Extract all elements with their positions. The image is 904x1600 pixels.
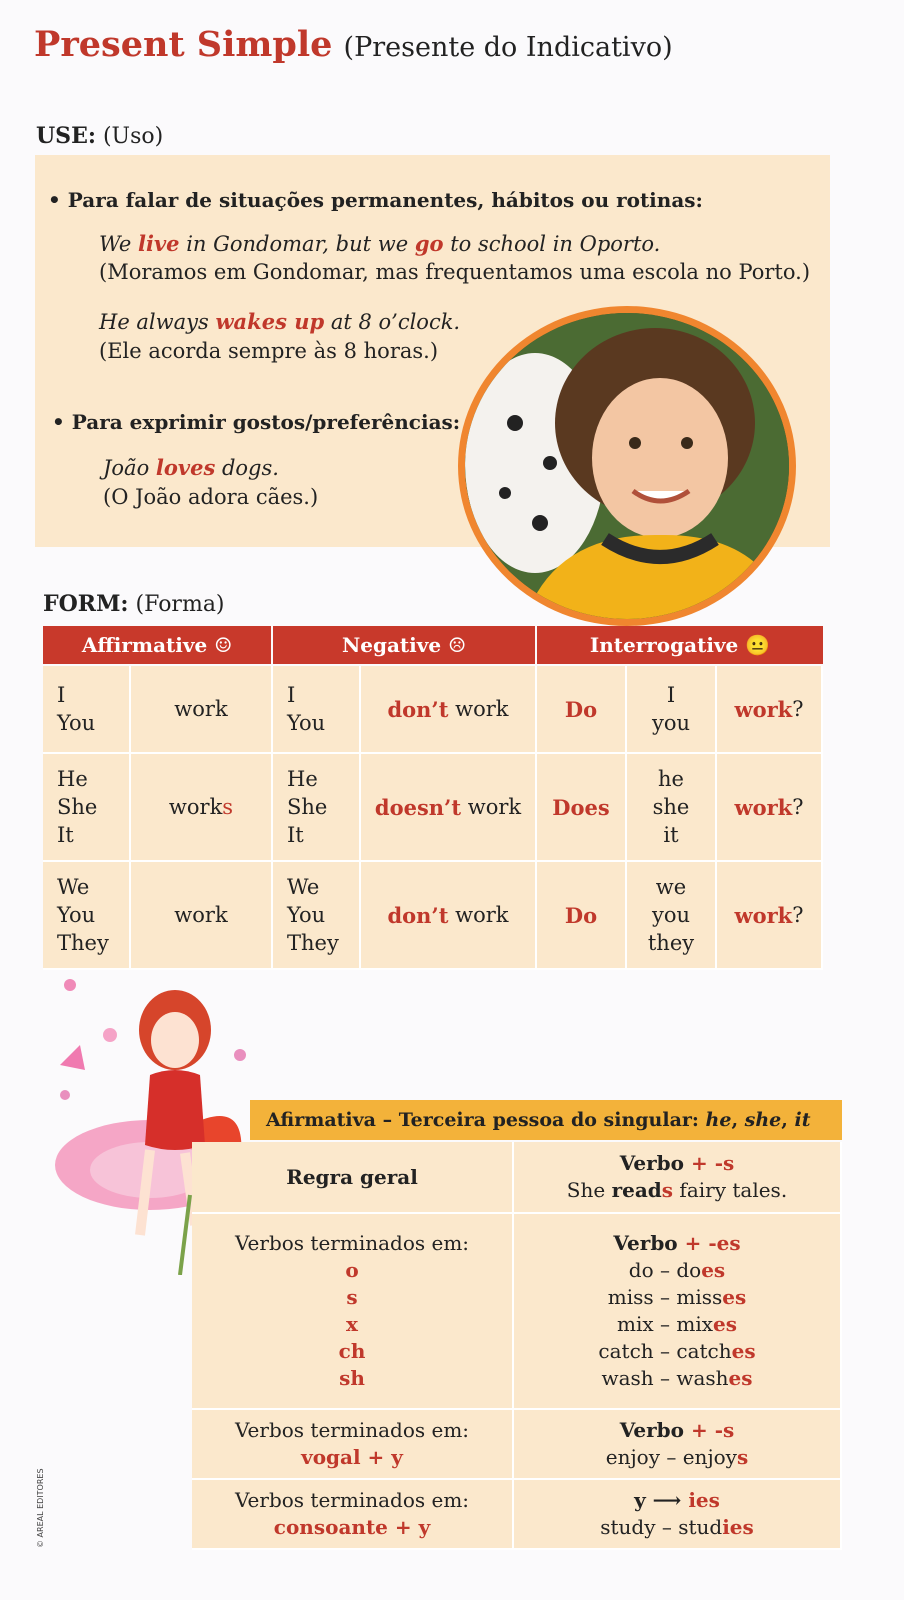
- rule-3-label: Verbos terminados em:: [234, 1418, 470, 1442]
- rule-4-label: Verbos terminados em:: [234, 1488, 470, 1512]
- ex3-verb: loves: [155, 455, 216, 480]
- table-row-3-neg-subjects: [273, 862, 361, 970]
- table-row-2-neg-subjects: [273, 754, 361, 862]
- subject: She: [287, 795, 328, 819]
- subject: It: [287, 823, 304, 847]
- pronoun-she: she: [744, 1109, 782, 1131]
- ending: consoante + y: [273, 1515, 431, 1539]
- table-row-1-subjects: [43, 666, 131, 754]
- rule-4-formula: [634, 1487, 720, 1514]
- boy-with-dog-photo: [458, 306, 796, 626]
- example-2: [99, 309, 460, 334]
- example-suffix: s: [736, 1445, 749, 1469]
- q-subject: she: [652, 795, 690, 819]
- ex2-verb: wakes up: [215, 309, 325, 334]
- example-text: She: [566, 1178, 612, 1202]
- example-text: enjoy – enjoy: [605, 1445, 737, 1469]
- aff-verb: work: [174, 697, 228, 721]
- header-affirmative-label: Affirmative: [81, 633, 208, 657]
- third-person-rules-table: [192, 1100, 842, 1570]
- example-3: [103, 455, 279, 480]
- rule-suffix: ies: [688, 1488, 720, 1512]
- aff-verb: work: [168, 795, 223, 819]
- example-suffix: es: [713, 1312, 737, 1336]
- page-title: [34, 24, 673, 65]
- ex3-part-b: dogs.: [215, 456, 279, 480]
- example-3-translation: (O João adora cães.): [103, 485, 319, 509]
- subject: We: [287, 875, 320, 899]
- smiley-happy-icon: ☺: [214, 633, 233, 657]
- ending: x: [346, 1312, 358, 1336]
- aff-suffix: s: [222, 795, 234, 819]
- q-mark: ?: [792, 795, 804, 819]
- table-row-2-subjects: [43, 754, 131, 862]
- form-key: FORM:: [43, 591, 129, 617]
- rule-suffix: + -es: [684, 1231, 741, 1255]
- ex3-part-a: João: [103, 456, 156, 480]
- ex2-part-b: at 8 o’clock.: [324, 310, 461, 334]
- present-simple-form-table: [43, 626, 843, 988]
- q-subject: you: [651, 903, 691, 927]
- rule-2-left: [192, 1214, 514, 1410]
- header-negative: [273, 626, 535, 664]
- example-suffix: es: [731, 1339, 756, 1363]
- ex1-part-a: We: [99, 232, 138, 256]
- rule-text: Verbo: [619, 1151, 691, 1175]
- ex2-part-a: He always: [99, 310, 216, 334]
- title-sub: (Presente do Indicativo): [343, 32, 673, 63]
- ending: vogal + y: [301, 1445, 403, 1469]
- ending: sh: [339, 1366, 365, 1390]
- header-affirmative: [43, 626, 271, 664]
- q-subject: it: [663, 823, 679, 847]
- table-row-3-q-aux: Do: [537, 862, 627, 970]
- aff-verb: work: [174, 903, 228, 927]
- rule-suffix: + -s: [690, 1151, 735, 1175]
- neg-aux: don’t: [387, 696, 449, 722]
- rule-text: Verbo: [619, 1418, 691, 1442]
- use-bullet-1: • Para falar de situações permanentes, hábitos ou rotinas:: [48, 188, 703, 212]
- ex1-verb-1: live: [137, 231, 180, 256]
- example: [598, 1338, 755, 1365]
- subject: You: [287, 711, 326, 735]
- table-row-1-q-aux: Do: [537, 666, 627, 754]
- table-row-1-neg-subjects: [273, 666, 361, 754]
- example-suffix: ies: [722, 1515, 754, 1539]
- example-verb: read: [611, 1178, 662, 1202]
- rule-text: y ⟶: [634, 1488, 689, 1512]
- table-row-3-aff-verb: [131, 862, 273, 970]
- example-text: mix – mix: [617, 1312, 713, 1336]
- q-verb: work: [734, 696, 793, 722]
- use-key: USE:: [36, 123, 96, 149]
- smiley-sad-icon: ☹: [448, 633, 467, 657]
- subject: We: [57, 875, 90, 899]
- subject: I: [57, 683, 66, 707]
- subject: They: [57, 931, 109, 955]
- ex1-part-b: in Gondomar, but we: [179, 232, 415, 256]
- pronoun-it: it: [794, 1109, 811, 1131]
- q-mark: ?: [792, 903, 804, 927]
- table-row-1-aff-verb: [131, 666, 273, 754]
- separator: ,: [781, 1109, 795, 1131]
- q-subject: we: [655, 875, 687, 899]
- q-subject: you: [651, 711, 691, 735]
- table-row-2-q-aux: Does: [537, 754, 627, 862]
- use-label: [36, 123, 163, 149]
- header-interrogative-label: Interrogative: [589, 633, 739, 657]
- table-row-3-q-subjects: [627, 862, 717, 970]
- example: [601, 1365, 752, 1392]
- subject: I: [287, 683, 296, 707]
- ex1-verb-2: go: [414, 231, 444, 256]
- example-text: study – stud: [600, 1515, 723, 1539]
- rule-4-right: [514, 1480, 842, 1550]
- example-2-translation: (Ele acorda sempre às 8 horas.): [99, 339, 439, 363]
- header-interrogative: [537, 626, 823, 664]
- ending: ch: [338, 1339, 366, 1363]
- ending: s: [346, 1285, 358, 1309]
- subject: He: [287, 767, 318, 791]
- neg-aux: don’t: [387, 902, 449, 928]
- rule-text: Verbo: [613, 1231, 685, 1255]
- example: [606, 1444, 749, 1471]
- bullet-1-text: Para falar de situações permanentes, hábitos ou rotinas:: [67, 188, 703, 212]
- example-suffix: es: [728, 1366, 753, 1390]
- q-verb: work: [734, 794, 793, 820]
- neg-aux: doesn’t: [374, 794, 462, 820]
- table-row-3-subjects: [43, 862, 131, 970]
- example-text: fairy tales.: [673, 1178, 788, 1202]
- table-row-1-q-subjects: [627, 666, 717, 754]
- rule-4-left: [192, 1480, 514, 1550]
- q-verb: work: [734, 902, 793, 928]
- example-suffix: s: [661, 1178, 674, 1202]
- rule-2-right: [514, 1214, 842, 1410]
- example-text: do – do: [628, 1258, 702, 1282]
- table-row-1-neg-verb: [361, 666, 537, 754]
- ending: o: [345, 1258, 359, 1282]
- rule-1-right: [514, 1142, 842, 1214]
- table-row-1-q-verb: [717, 666, 823, 754]
- rule-3-right: [514, 1410, 842, 1480]
- subject: You: [287, 903, 326, 927]
- publisher-credit: © AREAL EDITORES: [36, 1468, 45, 1548]
- example-1: [99, 231, 660, 256]
- rule-2-label: Verbos terminados em:: [234, 1231, 470, 1255]
- example-suffix: es: [722, 1285, 747, 1309]
- afirmativa-header: [250, 1100, 842, 1140]
- subject: It: [57, 823, 74, 847]
- rule-3-left: [192, 1410, 514, 1480]
- rule-1-left: Regra geral: [192, 1142, 514, 1214]
- use-bullet-2: • Para exprimir gostos/preferências:: [52, 410, 461, 434]
- header-text: Afirmativa – Terceira pessoa do singular:: [266, 1109, 706, 1131]
- subject: He: [57, 767, 88, 791]
- header-negative-label: Negative: [341, 633, 442, 657]
- table-row-3-q-verb: [717, 862, 823, 970]
- photo-illustration: [465, 313, 789, 619]
- example-text: catch – catch: [598, 1339, 732, 1363]
- rule-suffix: + -s: [690, 1418, 735, 1442]
- form-label: [43, 591, 225, 617]
- rule-1-formula: [620, 1150, 735, 1177]
- neg-verb: work: [448, 697, 509, 721]
- subject: They: [287, 931, 339, 955]
- subject: She: [57, 795, 98, 819]
- example: [617, 1311, 737, 1338]
- subject: You: [57, 711, 96, 735]
- smiley-neutral-icon: 😐: [745, 633, 771, 657]
- title-main: Present Simple: [34, 24, 333, 65]
- rule-3-formula: [620, 1417, 735, 1444]
- use-value: (Uso): [102, 124, 164, 149]
- example-suffix: es: [701, 1258, 726, 1282]
- table-row-2-neg-verb: [361, 754, 537, 862]
- table-row-2-q-verb: [717, 754, 823, 862]
- example: [608, 1284, 746, 1311]
- neg-verb: work: [461, 795, 522, 819]
- example-text: wash – wash: [601, 1366, 729, 1390]
- example: [600, 1514, 754, 1541]
- q-subject: they: [647, 931, 695, 955]
- q-mark: ?: [792, 697, 804, 721]
- example: [629, 1257, 725, 1284]
- separator: ,: [731, 1109, 745, 1131]
- subject: You: [57, 903, 96, 927]
- pronoun-he: he: [705, 1109, 732, 1131]
- rule-1-example: [567, 1177, 787, 1204]
- ex1-part-c: to school in Oporto.: [443, 232, 661, 256]
- q-subject: I: [666, 683, 676, 707]
- bullet-2-text: Para exprimir gostos/preferências:: [71, 410, 461, 434]
- q-subject: he: [658, 767, 684, 791]
- form-value: (Forma): [135, 592, 225, 617]
- table-row-2-aff-verb: [131, 754, 273, 862]
- rule-2-formula: [613, 1230, 740, 1257]
- neg-verb: work: [448, 903, 509, 927]
- table-row-3-neg-verb: [361, 862, 537, 970]
- table-row-2-q-subjects: [627, 754, 717, 862]
- example-text: miss – miss: [607, 1285, 723, 1309]
- example-1-translation: (Moramos em Gondomar, mas frequentamos uma escola no Porto.): [99, 260, 811, 284]
